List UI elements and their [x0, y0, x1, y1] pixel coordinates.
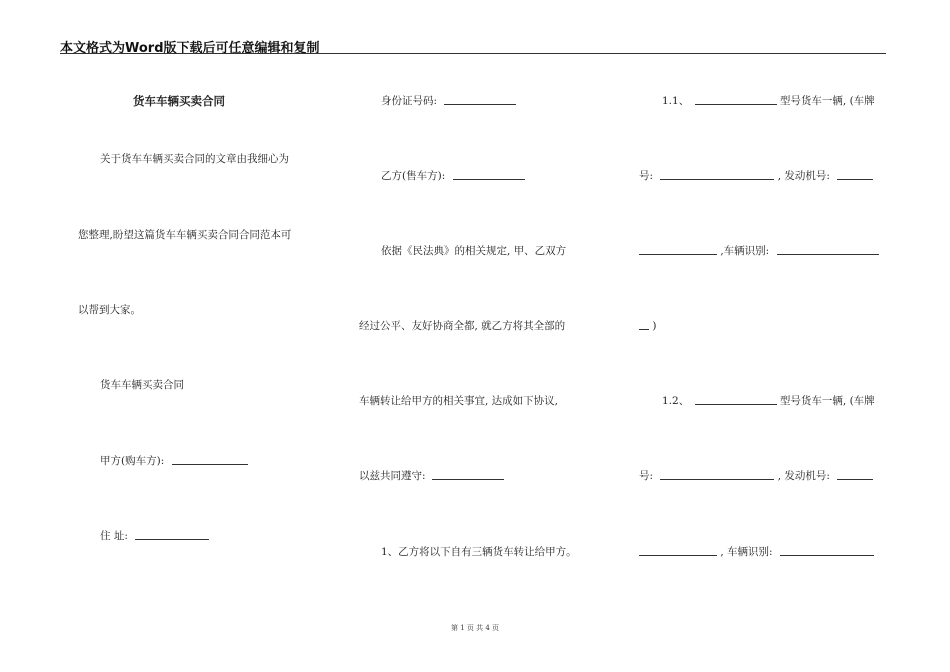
plate-blank-1[interactable] [660, 169, 774, 180]
item-1-2-model-blank[interactable] [695, 394, 777, 405]
intro-line-3: 以帮到大家。 [78, 304, 141, 316]
party-b-label: 乙方(售车方): [381, 170, 446, 182]
agreement-blank[interactable] [432, 469, 504, 480]
party-b-line [381, 169, 525, 183]
id-number-blank[interactable] [444, 94, 516, 105]
close-paren-1: ) [652, 320, 657, 332]
intro-line-1: 关于货车车辆买卖合同的文章由我细心为 [100, 153, 289, 165]
vin-blank-2[interactable] [780, 545, 874, 556]
vin-line-1 [639, 244, 879, 258]
party-b-blank[interactable] [453, 169, 525, 180]
vin-prefix-blank-1[interactable] [639, 244, 717, 255]
intro-line-2: 您整理,盼望这篇货车车辆买卖合同合同范本可 [78, 229, 292, 241]
contract-subtitle: 货车车辆买卖合同 [100, 379, 184, 391]
plate-engine-line-2 [639, 469, 873, 483]
plate-blank-2[interactable] [660, 469, 774, 480]
agreement-para-3: 车辆转让给甲方的相关事宜, 达成如下协议, [359, 395, 559, 407]
item-1-1-number: 1.1、 [662, 95, 690, 107]
close-line-1 [639, 319, 656, 333]
document-header: 本文格式为Word版下载后可任意编辑和复制 [60, 41, 320, 56]
item-1-1-line [662, 94, 875, 108]
party-a-label: 甲方(购车方): [100, 455, 165, 467]
vin-line-2 [639, 545, 874, 559]
id-number-label: 身份证号码: [381, 95, 438, 107]
vin-label-2: , 车辆识别: [720, 546, 773, 558]
contract-title: 货车车辆买卖合同 [133, 94, 225, 108]
vin-blank-1[interactable] [777, 244, 879, 255]
agreement-para-4-line [359, 469, 504, 483]
close-blank-1[interactable] [639, 319, 649, 330]
agreement-para-2: 经过公平、友好协商全都, 就乙方将其全部的 [359, 320, 566, 332]
engine-label-2: , 发动机号: [777, 470, 830, 482]
vin-prefix-blank-2[interactable] [639, 545, 717, 556]
engine-label-1: , 发动机号: [777, 170, 830, 182]
vin-label-1: ,车辆识别: [720, 245, 770, 257]
item-1-1-text: 型号货车一辆, (车牌 [779, 95, 875, 107]
item-1-1-model-blank[interactable] [695, 94, 777, 105]
plate-label-1: 号: [639, 170, 654, 182]
id-number-line [381, 94, 516, 108]
page-number: 第 1 页 共 4 页 [450, 624, 500, 632]
party-a-blank[interactable] [172, 454, 248, 465]
party-a-line [100, 454, 248, 468]
engine-blank-2[interactable] [837, 469, 873, 480]
address-line [100, 529, 209, 543]
agreement-para-1: 依据《民法典》的相关规定, 甲、乙双方 [381, 245, 567, 257]
engine-blank-1[interactable] [837, 169, 873, 180]
item-1-2-number: 1.2、 [662, 395, 690, 407]
item-1-2-line [662, 394, 875, 408]
item-1-2-text: 型号货车一辆, (车牌 [779, 395, 875, 407]
plate-engine-line-1 [639, 169, 873, 183]
agreement-para-4: 以兹共同遵守: [359, 470, 426, 482]
clause-1: 1、乙方将以下自有三辆货车转让给甲方。 [381, 546, 577, 558]
plate-label-2: 号: [639, 470, 654, 482]
header-divider [60, 53, 886, 54]
address-label: 住 址: [100, 530, 128, 542]
address-blank[interactable] [135, 529, 209, 540]
